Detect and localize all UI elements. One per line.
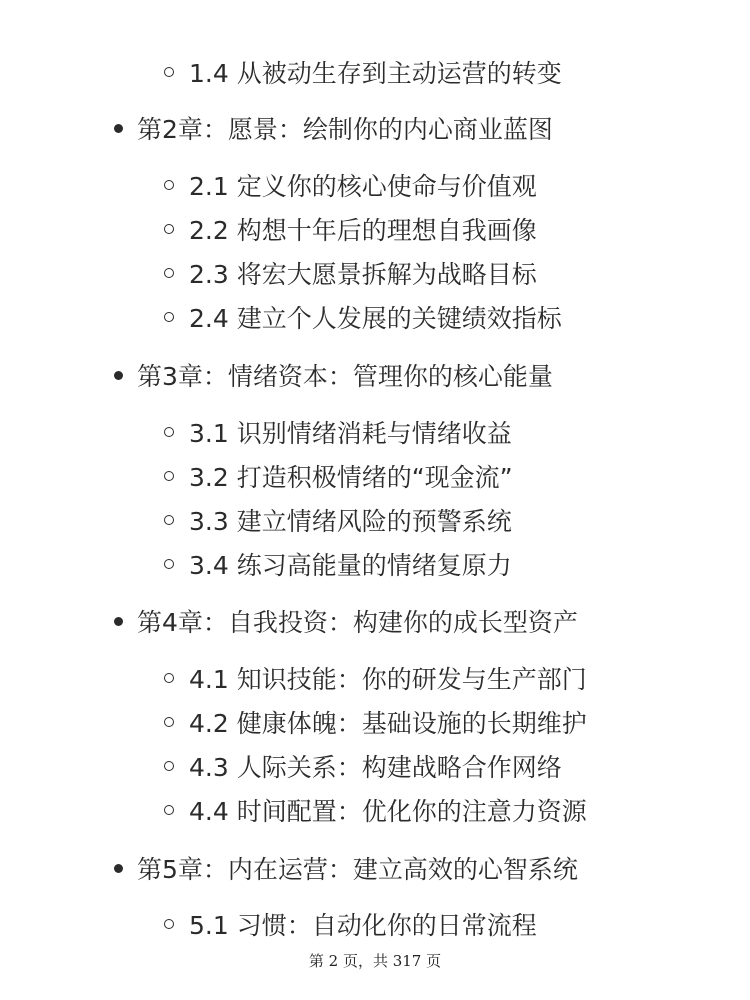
toc-item-text: 5.1 习惯：自动化你的日常流程	[189, 911, 537, 940]
toc-item	[0, 500, 512, 540]
circle-bullet-icon	[164, 471, 174, 481]
toc-item	[0, 904, 537, 944]
circle-bullet-icon	[164, 67, 174, 77]
disc-bullet-icon	[114, 124, 123, 133]
circle-bullet-icon	[164, 761, 174, 771]
circle-bullet-icon	[164, 180, 174, 190]
disc-bullet-icon	[114, 617, 123, 626]
toc-item-text: 4.4 时间配置：优化你的注意力资源	[189, 797, 587, 826]
circle-bullet-icon	[164, 312, 174, 322]
toc-item	[0, 165, 537, 205]
toc-chapter-text: 第3章：情绪资本：管理你的核心能量	[137, 362, 553, 391]
toc-chapter-text: 第4章：自我投资：构建你的成长型资产	[137, 608, 578, 637]
toc-item-text: 1.4 从被动生存到主动运营的转变	[189, 59, 562, 88]
toc-item-text: 2.2 构想十年后的理想自我画像	[189, 216, 537, 245]
toc-item	[0, 544, 512, 584]
toc-item-text: 2.4 建立个人发展的关键绩效指标	[189, 304, 562, 333]
toc-chapter	[0, 355, 553, 395]
disc-bullet-icon	[114, 371, 123, 380]
toc-item-text: 4.1 知识技能：你的研发与生产部门	[189, 665, 587, 694]
toc-chapter-text: 第2章：愿景：绘制你的内心商业蓝图	[137, 115, 553, 144]
toc-item	[0, 746, 562, 786]
toc-chapter	[0, 848, 578, 888]
toc-item-text: 2.3 将宏大愿景拆解为战略目标	[189, 260, 537, 289]
toc-item	[0, 253, 537, 293]
toc-item-text: 2.1 定义你的核心使命与价值观	[189, 172, 537, 201]
disc-bullet-icon	[114, 864, 123, 873]
toc-item-text: 3.1 识别情绪消耗与情绪收益	[189, 419, 512, 448]
circle-bullet-icon	[164, 559, 174, 569]
toc-item	[0, 790, 587, 830]
toc-item	[0, 209, 537, 249]
circle-bullet-icon	[164, 717, 174, 727]
toc-chapter-text: 第5章：内在运营：建立高效的心智系统	[137, 855, 578, 884]
circle-bullet-icon	[164, 515, 174, 525]
page-number: 第 2 页，共 317 页	[308, 952, 442, 970]
toc-item	[0, 658, 587, 698]
toc-item	[0, 702, 587, 742]
circle-bullet-icon	[164, 427, 174, 437]
toc-item-text: 4.3 人际关系：构建战略合作网络	[189, 753, 562, 782]
toc-item-text: 4.2 健康体魄：基础设施的长期维护	[189, 709, 587, 738]
circle-bullet-icon	[164, 805, 174, 815]
circle-bullet-icon	[164, 268, 174, 278]
toc-item-text: 3.2 打造积极情绪的“现金流”	[189, 463, 513, 492]
toc-item-text: 3.3 建立情绪风险的预警系统	[189, 507, 512, 536]
toc-item	[0, 412, 512, 452]
toc-item	[0, 456, 513, 496]
toc-item-text: 3.4 练习高能量的情绪复原力	[189, 551, 512, 580]
circle-bullet-icon	[164, 673, 174, 683]
toc-item	[0, 297, 562, 337]
toc-item	[0, 52, 562, 92]
circle-bullet-icon	[164, 224, 174, 234]
toc-chapter	[0, 108, 553, 148]
circle-bullet-icon	[164, 919, 174, 929]
toc-chapter	[0, 601, 578, 641]
